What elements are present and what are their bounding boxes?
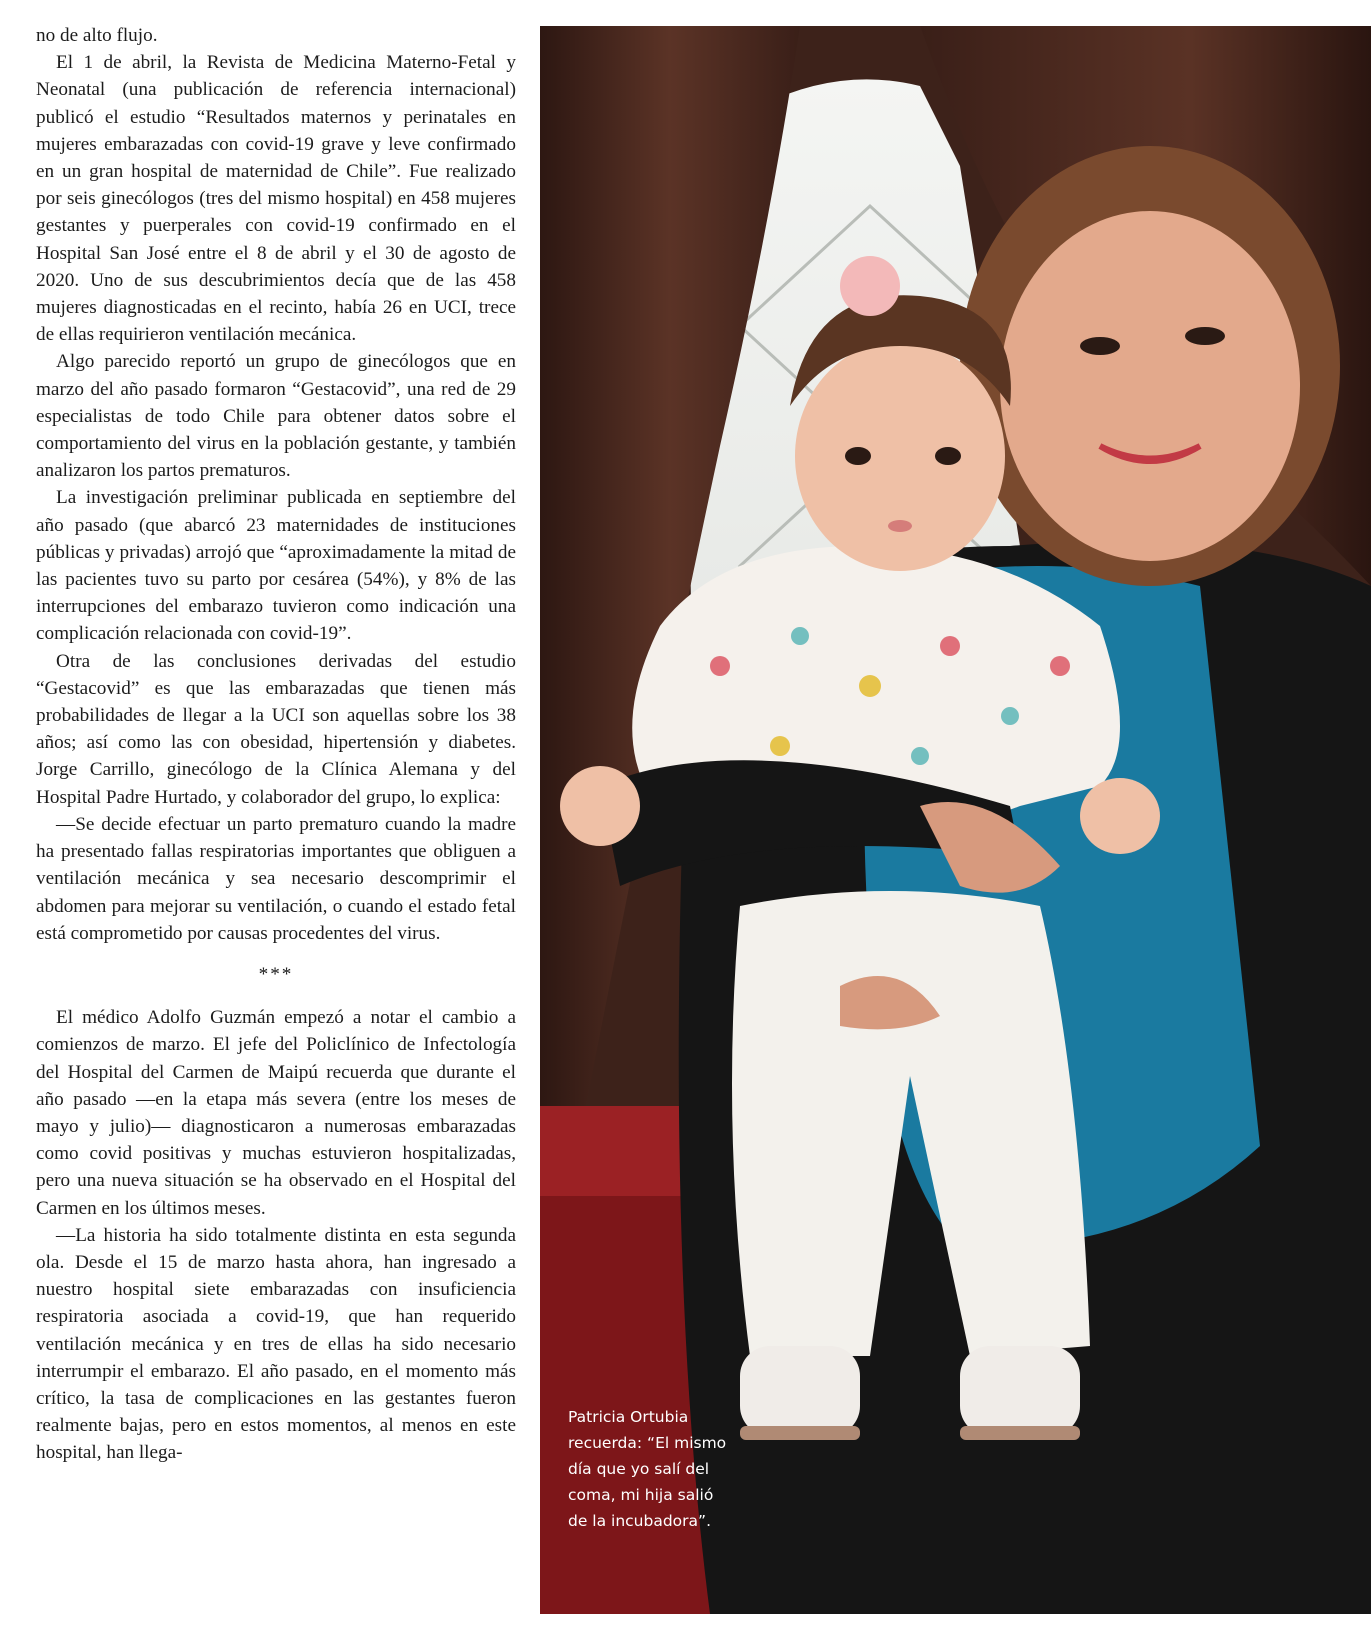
baby-hair-bow <box>840 256 900 316</box>
baby-shoe-left <box>740 1346 860 1436</box>
article-paragraph: La investigación preliminar publicada en septiembre del año pasado (que abarcó 23 maternidades de instituciones públicas y privadas) arrojó que “aproximadamente la mitad de las pacientes tuvo su parto por cesárea (54%), y 8% de las interrupciones del embarazo tuvieron como indicación una complicación relacionada con covid-19”. <box>36 487 516 645</box>
section-separator: *** <box>258 963 294 985</box>
baby-shoe-right <box>960 1346 1080 1436</box>
baby-hand-left <box>560 766 640 846</box>
photo-illustration <box>540 26 1371 1614</box>
mother-face <box>1000 211 1300 561</box>
baby-eye-right <box>935 447 961 465</box>
baby-shoe-sole-left <box>740 1426 860 1440</box>
article-paragraph: Algo parecido reportó un grupo de ginecólogos que en marzo del año pasado formaron “Gestacovid”, una red de 29 especialistas de todo Chile para obtener datos sobre el comportamiento del virus en la población gestante, y también analizaron los partos prematuros. <box>36 351 516 482</box>
article-paragraph: El médico Adolfo Guzmán empezó a notar el cambio a comienzos de marzo. El jefe del Policlínico de Infectología del Hospital del Carmen de Maipú recuerda que durante el año pasado —en la etapa más severa (entre los meses de mayo y julio)— diagnosticaron a numerosas embarazadas como covid positivas y muchas estuvieron hospitalizadas, pero una nueva situación se ha observado en el Hospital del Carmen en los últimos meses. <box>36 1007 516 1219</box>
photo-caption: Patricia Ortubia recuerda: “El mismo día que yo salí del coma, mi hija salió de la incubadora”. <box>568 1408 727 1530</box>
baby-face <box>795 341 1005 571</box>
article-paragraph: —Se decide efectuar un parto prematuro cuando la madre ha presentado fallas respiratorias importantes que obliguen a ventilación mecánica y sea necesario descomprimir el abdomen para mejorar su ventilación, o cuando el estado fetal está comprometido por causas procedentes del virus. <box>36 813 516 944</box>
baby-mouth <box>888 520 912 532</box>
article-paragraph: —La historia ha sido totalmente distinta en esta segunda ola. Desde el 15 de marzo hasta ahora, han ingresado a nuestro hospital siete embarazadas con insuficiencia respiratoria asociada a covid-19, que han requerido ventilación mecánica y en tres de ellas ha sido necesario interrumpir el embarazo. El año pasado, en el momento más crítico, la tasa de complicaciones en las gestantes fueron realmente bajas, pero en estos momentos, al menos en este hospital, han llega- <box>36 1224 516 1464</box>
baby-hand-right <box>1080 778 1160 854</box>
mother-eye-left <box>1080 337 1120 355</box>
photo-mother-and-baby <box>540 26 1371 1614</box>
mother-eye-right <box>1185 327 1225 345</box>
baby-shoe-sole-right <box>960 1426 1080 1440</box>
article-paragraph: El 1 de abril, la Revista de Medicina Materno-Fetal y Neonatal (una publicación de referencia internacional) publicó el estudio “Resultados maternos y perinatales en mujeres embarazadas con covid-19 grave y leve confirmado en un gran hospital de maternidad de Chile”. Fue realizado por seis ginecólogos (tres del mismo hospital) en 458 mujeres gestantes y puerperales con covid-19 confirmado en el Hospital San José entre el 8 de abril y el 30 de agosto de 2020. Uno de sus descubrimientos decía que de las 458 mujeres diagnosticadas en el recinto, había 26 en UCI, trece de ellas requirieron ventilación mecánica. <box>36 52 516 346</box>
article-paragraph: Otra de las conclusiones derivadas del estudio “Gestacovid” es que las embarazadas que tienen más probabilidades de llegar a la UCI son aquellas sobre los 38 años; así como las con obesidad, hipertensión y diabetes. Jorge Carrillo, ginecólogo de la Clínica Alemana y del Hospital Padre Hurtado, y colaborador del grupo, lo explica: <box>36 650 516 808</box>
article-paragraph: no de alto flujo. <box>36 25 158 46</box>
article-text-column <box>36 22 516 1467</box>
baby-eye-left <box>845 447 871 465</box>
